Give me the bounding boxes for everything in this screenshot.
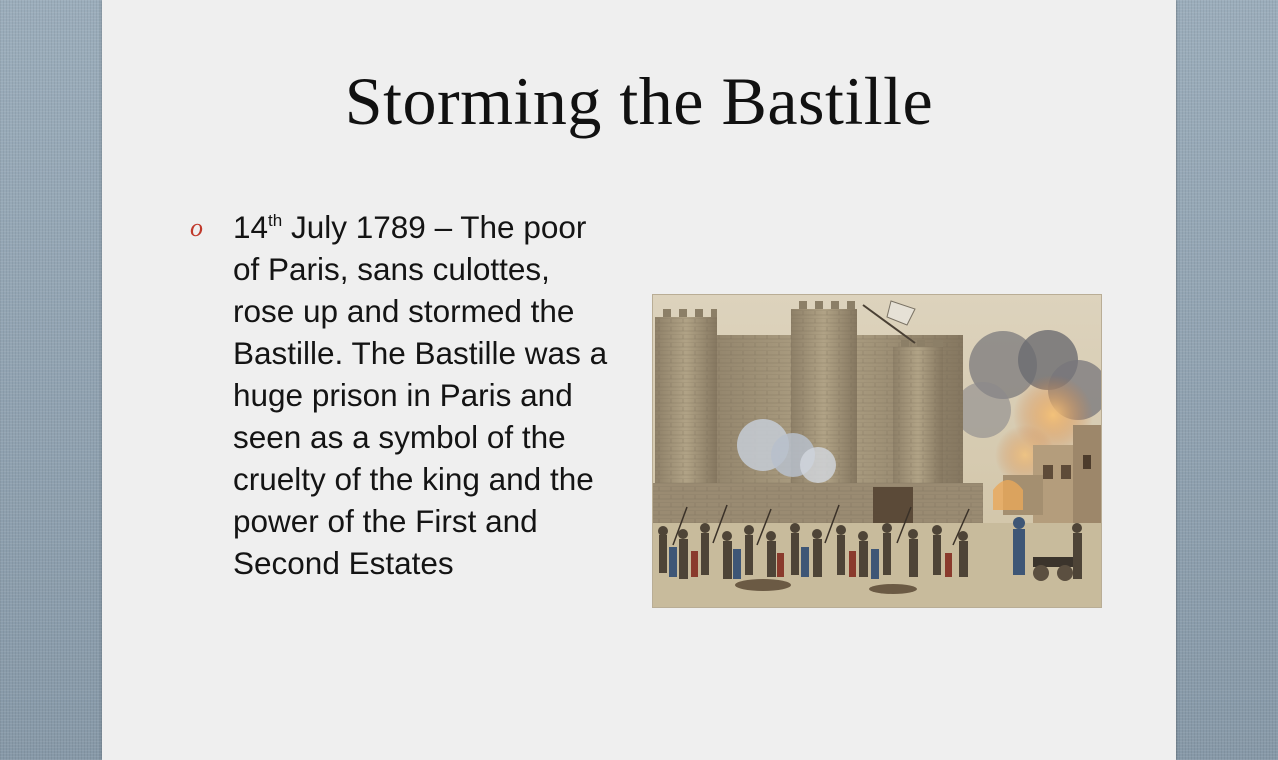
bullet-marker-icon: o xyxy=(190,213,203,242)
bullet-date-suffix: th xyxy=(268,211,283,230)
bullet-body: July 1789 – The poor of Paris, sans culottes, rose up and stormed the Bastille. The Bastille was a huge prison in Paris and seen as a symbol of the cruelty of the king and the power of the First and Second Estates xyxy=(233,209,608,581)
slide xyxy=(102,0,1176,760)
bullet-text xyxy=(233,206,613,584)
bullet-date-day: 14 xyxy=(233,209,269,245)
bastille-painting-image xyxy=(652,294,1102,608)
slide-title: Storming the Bastille xyxy=(344,63,934,139)
